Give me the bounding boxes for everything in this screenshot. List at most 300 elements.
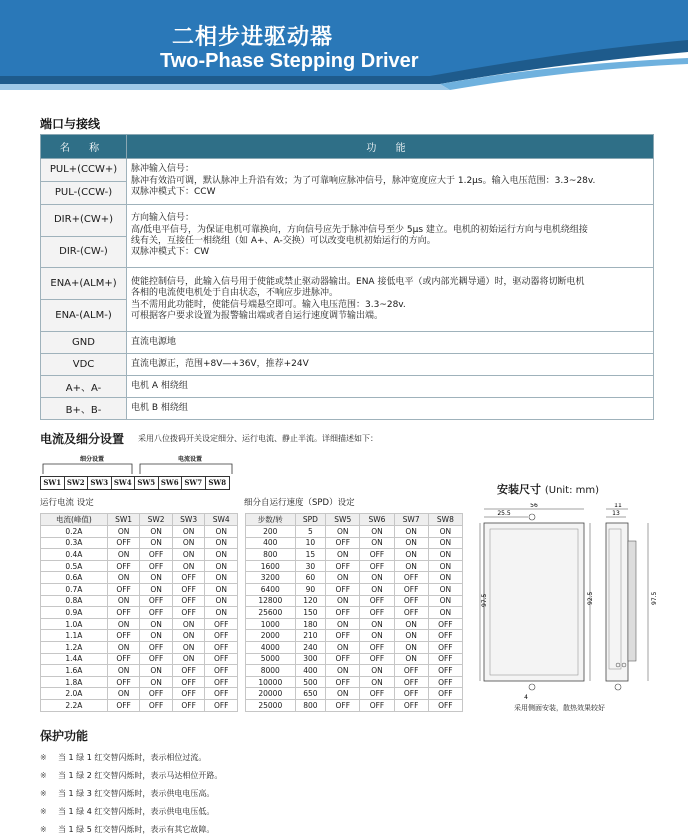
spd-cell: ON [360, 583, 394, 595]
run-cell: 1.1A [41, 630, 108, 642]
run-cell: ON [205, 607, 238, 619]
port-name-cell [41, 398, 127, 420]
port-func-cell [127, 376, 654, 398]
port-name: PUL+(CCW+) [49, 164, 118, 175]
port-func-line: 脉冲有效沿可调，默认脉冲上升沿有效；为了可靠响应脉冲信号，脉冲宽度应大于 1.2μs。输入电压范围：3.3~28v. [131, 175, 596, 186]
run-cell: ON [107, 618, 140, 630]
spd-cell: OFF [428, 665, 462, 677]
dimension-note: 采用侧面安装，散热效果较好 [514, 704, 605, 712]
spd-cell: 6400 [246, 583, 296, 595]
run-cell: OFF [107, 607, 140, 619]
spd-cell: ON [360, 526, 394, 538]
run-cell: ON [205, 595, 238, 607]
port-func-line: 使能控制信号，此输入信号用于使能或禁止驱动器输出。ENA 接低电平（或内部光耦导通）时，驱动器将切断电机 [131, 276, 585, 287]
run-cell: OFF [205, 688, 238, 700]
run-cell: OFF [107, 653, 140, 665]
spd-cell: OFF [326, 560, 360, 572]
spd-cell: 20000 [246, 688, 296, 700]
spd-row [246, 665, 463, 677]
spd-cell: OFF [428, 676, 462, 688]
run-header: SW3 [172, 514, 205, 526]
run-cell: OFF [205, 676, 238, 688]
protection-item [40, 824, 214, 835]
switch-bracket-graphic [40, 452, 240, 478]
port-func-line: 脉冲输入信号： [131, 164, 195, 175]
spd-row [246, 607, 463, 619]
current-note: 采用八位拨码开关设定细分、运行电流、静止半流。详细描述如下： [138, 434, 378, 443]
spd-cell: 90 [295, 583, 326, 595]
protection-item [40, 806, 214, 817]
spd-cell: ON [394, 630, 428, 642]
switch-label: SW8 [208, 478, 227, 487]
run-current-table [40, 513, 238, 712]
spd-row [246, 572, 463, 584]
spd-cell: 30 [295, 560, 326, 572]
spd-cell: 25600 [246, 607, 296, 619]
port-row [41, 205, 654, 268]
protection-text: 当 1 绿 5 红交替闪烁时，表示有其它故障。 [58, 825, 215, 834]
run-row [41, 630, 238, 642]
spd-cell: OFF [360, 549, 394, 561]
run-cell: 0.5A [41, 560, 108, 572]
dip-switch-diagram [40, 452, 240, 492]
dim-label-left: 25.5 [497, 510, 511, 517]
spd-cell: ON [326, 688, 360, 700]
port-func-cell [127, 398, 654, 420]
dim-label-height-left: 97.5 [481, 593, 488, 607]
run-row [41, 641, 238, 653]
spd-header: SW5 [326, 514, 360, 526]
run-current-caption: 运行电流 设定 [40, 498, 94, 508]
port-name: DIR+(CW+) [53, 214, 114, 225]
spd-cell: 240 [295, 641, 326, 653]
port-name: DIR-(CW-) [41, 236, 126, 268]
run-cell: ON [140, 572, 173, 584]
spd-cell: OFF [428, 618, 462, 630]
run-cell: OFF [205, 665, 238, 677]
run-cell: OFF [172, 665, 205, 677]
run-cell: ON [107, 595, 140, 607]
spd-cell: OFF [360, 688, 394, 700]
spd-cell: ON [394, 526, 428, 538]
port-name-cell [41, 332, 127, 354]
run-cell: OFF [107, 537, 140, 549]
port-func-line: 直流电源正，范围+8V—+36V，推荐+24V [131, 358, 309, 369]
ports-section-title: 端口与接线 [40, 117, 101, 131]
dim-label-side-height: 97.5 [651, 591, 658, 605]
spd-cell: OFF [428, 630, 462, 642]
protection-mark: ※ [40, 807, 47, 816]
spd-caption: 细分自运行速度（SPD）设定 [244, 498, 355, 508]
run-cell: ON [107, 688, 140, 700]
run-cell: 0.2A [41, 526, 108, 538]
run-cell: OFF [140, 688, 173, 700]
spd-cell: 1600 [246, 560, 296, 572]
spd-table [245, 513, 463, 712]
spd-cell: OFF [394, 583, 428, 595]
port-name: A+、A- [65, 383, 102, 394]
run-cell: 0.3A [41, 537, 108, 549]
spd-cell: 60 [295, 572, 326, 584]
run-cell: OFF [172, 699, 205, 711]
protection-mark: ※ [40, 771, 47, 780]
spd-cell: 150 [295, 607, 326, 619]
run-cell: OFF [107, 560, 140, 572]
spd-cell: OFF [326, 676, 360, 688]
spd-cell: OFF [394, 676, 428, 688]
spd-cell: ON [326, 572, 360, 584]
dim-label-side-width: 11 [614, 503, 622, 509]
run-cell: 0.6A [41, 572, 108, 584]
spd-cell: ON [326, 665, 360, 677]
spd-cell: ON [394, 549, 428, 561]
protection-text: 当 1 绿 4 红交替闪烁时，表示供电电压低。 [58, 807, 215, 816]
run-cell: ON [205, 572, 238, 584]
run-cell: OFF [140, 699, 173, 711]
run-header: SW4 [205, 514, 238, 526]
spd-cell: 5000 [246, 653, 296, 665]
spd-cell: 2000 [246, 630, 296, 642]
spd-cell: OFF [394, 688, 428, 700]
run-cell: OFF [172, 583, 205, 595]
switch-labels-row [40, 476, 230, 490]
run-row [41, 699, 238, 711]
run-cell: ON [172, 630, 205, 642]
run-cell: ON [172, 549, 205, 561]
spd-row [246, 688, 463, 700]
header-banner [0, 0, 688, 95]
run-cell: OFF [172, 688, 205, 700]
run-cell: ON [140, 618, 173, 630]
port-func-cell [127, 159, 654, 205]
spd-cell: OFF [360, 595, 394, 607]
switch-label: SW2 [65, 477, 89, 489]
run-cell: ON [107, 526, 140, 538]
run-cell: OFF [140, 560, 173, 572]
ports-table [40, 134, 654, 420]
spd-cell: OFF [360, 607, 394, 619]
spd-cell: 3200 [246, 572, 296, 584]
run-row [41, 618, 238, 630]
run-row [41, 549, 238, 561]
spd-row [246, 699, 463, 711]
run-cell: OFF [172, 676, 205, 688]
spd-cell: ON [360, 572, 394, 584]
port-name: PUL-(CCW-) [41, 181, 126, 204]
spd-cell: 4000 [246, 641, 296, 653]
spd-header: SW8 [428, 514, 462, 526]
spd-cell: ON [360, 618, 394, 630]
port-name-cell [41, 354, 127, 376]
spd-cell: ON [360, 537, 394, 549]
run-cell: 2.2A [41, 699, 108, 711]
run-cell: OFF [107, 699, 140, 711]
spd-cell: ON [428, 595, 462, 607]
run-cell: ON [172, 653, 205, 665]
port-func-line: 线有关，互接任一相绕组（如 A+、A-交换）可以改变电机初始运行的方向。 [131, 236, 436, 246]
spd-cell: 500 [295, 676, 326, 688]
dim-label-bottom: 4 [524, 694, 528, 701]
run-cell: OFF [205, 641, 238, 653]
spd-cell: ON [326, 526, 360, 538]
spd-header: SW6 [360, 514, 394, 526]
spd-cell: ON [428, 549, 462, 561]
run-cell: ON [172, 560, 205, 572]
spd-cell: OFF [360, 560, 394, 572]
run-header: 电流(峰值) [41, 514, 108, 526]
spd-cell: ON [360, 676, 394, 688]
spd-cell: OFF [428, 699, 462, 711]
spd-cell: 120 [295, 595, 326, 607]
spd-cell: OFF [360, 699, 394, 711]
port-func-line: 电机 B 相绕组 [131, 402, 188, 413]
run-cell: ON [205, 526, 238, 538]
spd-cell: ON [428, 537, 462, 549]
port-func-line: 电机 A 相绕组 [131, 380, 188, 391]
protection-text: 当 1 绿 1 红交替闪烁时，表示相位过流。 [58, 753, 207, 762]
run-cell: ON [205, 537, 238, 549]
spd-row [246, 595, 463, 607]
spd-cell: OFF [326, 583, 360, 595]
spd-cell: ON [428, 572, 462, 584]
dimension-title-text: 安装尺寸 [497, 483, 541, 496]
run-row [41, 665, 238, 677]
spd-cell: 5 [295, 526, 326, 538]
spd-header: SPD [295, 514, 326, 526]
spd-cell: ON [394, 618, 428, 630]
port-name-cell [41, 205, 127, 268]
port-func-line: 可根据客户要求设置为报警输出端或者自运行速度调节输出端。 [131, 310, 384, 321]
switch-label: SW7 [182, 477, 206, 489]
spd-cell: OFF [428, 653, 462, 665]
spd-cell: ON [394, 560, 428, 572]
spd-cell: OFF [394, 607, 428, 619]
protection-mark: ※ [40, 753, 47, 762]
run-row [41, 560, 238, 572]
spd-row [246, 653, 463, 665]
run-row [41, 572, 238, 584]
dimension-unit: (Unit: mm) [544, 485, 600, 496]
run-cell: OFF [107, 630, 140, 642]
spd-cell: OFF [428, 641, 462, 653]
spd-cell: 12800 [246, 595, 296, 607]
run-cell: OFF [140, 607, 173, 619]
port-func-line: 方向输入信号： [131, 213, 195, 224]
spd-row [246, 560, 463, 572]
run-cell: OFF [172, 607, 205, 619]
spd-cell: OFF [394, 572, 428, 584]
port-name-cell [41, 268, 127, 332]
spd-row [246, 549, 463, 561]
run-cell: OFF [107, 583, 140, 595]
run-row [41, 583, 238, 595]
spd-cell: ON [360, 665, 394, 677]
run-row [41, 653, 238, 665]
run-cell: OFF [140, 595, 173, 607]
run-cell: 1.4A [41, 653, 108, 665]
protection-section-title: 保护功能 [40, 729, 89, 743]
spd-row [246, 526, 463, 538]
spd-cell: ON [428, 607, 462, 619]
run-cell: OFF [205, 699, 238, 711]
port-row [41, 398, 654, 420]
spd-cell: OFF [326, 653, 360, 665]
run-cell: ON [140, 665, 173, 677]
spd-cell: ON [326, 618, 360, 630]
run-cell: ON [140, 583, 173, 595]
spd-row [246, 618, 463, 630]
spd-cell: ON [428, 583, 462, 595]
run-cell: ON [172, 641, 205, 653]
port-name: B+、B- [65, 405, 102, 416]
port-name: GND [72, 337, 95, 348]
spd-cell: 8000 [246, 665, 296, 677]
run-cell: OFF [140, 653, 173, 665]
spd-cell: ON [326, 595, 360, 607]
spd-cell: 400 [246, 537, 296, 549]
spd-cell: ON [326, 641, 360, 653]
spd-cell: OFF [394, 595, 428, 607]
spd-cell: 210 [295, 630, 326, 642]
port-func-line: 各相的电流使电机处于自由状态，不响应步进脉冲。 [131, 288, 339, 299]
spd-row [246, 583, 463, 595]
dimension-title [497, 481, 599, 497]
run-cell: OFF [107, 676, 140, 688]
run-cell: ON [205, 549, 238, 561]
run-cell: ON [205, 583, 238, 595]
spd-cell: 300 [295, 653, 326, 665]
run-cell: ON [107, 665, 140, 677]
spd-cell: ON [428, 560, 462, 572]
spd-cell: OFF [326, 630, 360, 642]
spd-cell: ON [394, 641, 428, 653]
header-title-zh: 二相步进驱动器 [172, 25, 334, 50]
run-cell: ON [140, 630, 173, 642]
run-cell: OFF [172, 572, 205, 584]
port-name: ENA+(ALM+) [50, 278, 117, 289]
spd-cell: 800 [246, 549, 296, 561]
spd-cell: ON [326, 549, 360, 561]
run-cell: ON [107, 572, 140, 584]
spd-cell: 200 [246, 526, 296, 538]
run-cell: OFF [140, 549, 173, 561]
protection-item [40, 752, 206, 763]
protection-text: 当 1 绿 2 红交替闪烁时，表示马达相位开路。 [58, 771, 223, 780]
spd-cell: 1000 [246, 618, 296, 630]
spd-cell: ON [394, 537, 428, 549]
switch-group-left-label: 细分设置 [80, 456, 105, 463]
spd-cell: OFF [360, 641, 394, 653]
run-cell: 1.8A [41, 676, 108, 688]
run-cell: 1.0A [41, 618, 108, 630]
port-name: VDC [72, 359, 95, 370]
run-row [41, 537, 238, 549]
run-cell: OFF [205, 618, 238, 630]
port-func-line: 高/低电平信号，为保证电机可靠换向，方向信号应先于脉冲信号至少 5μs 建立。电机的初始运行方向与电机绕组接 [131, 224, 588, 235]
spd-cell: 400 [295, 665, 326, 677]
current-section-title: 电流及细分设置 [40, 432, 125, 446]
run-row [41, 595, 238, 607]
protection-item [40, 788, 214, 799]
run-cell: ON [205, 560, 238, 572]
header-wave-graphic [0, 0, 688, 95]
switch-label: SW3 [88, 477, 112, 489]
run-row [41, 526, 238, 538]
switch-label: SW4 [112, 477, 136, 489]
spd-cell: 650 [295, 688, 326, 700]
port-name: ENA-(ALM-) [41, 299, 126, 331]
run-cell: 0.7A [41, 583, 108, 595]
spd-header: SW7 [394, 514, 428, 526]
dim-label-side-top: 13 [612, 510, 620, 517]
run-cell: 2.0A [41, 688, 108, 700]
port-func-line: 直流电源地 [131, 336, 177, 347]
port-func-cell [127, 332, 654, 354]
spd-cell: OFF [326, 699, 360, 711]
run-cell: ON [107, 549, 140, 561]
protection-item [40, 770, 222, 781]
run-cell: OFF [205, 630, 238, 642]
run-cell: OFF [205, 653, 238, 665]
ports-col-name: 名 称 [41, 135, 127, 159]
port-row [41, 268, 654, 332]
protection-mark: ※ [40, 789, 47, 798]
run-cell: 1.6A [41, 665, 108, 677]
switch-label: SW6 [159, 477, 183, 489]
port-name-cell [41, 376, 127, 398]
spd-cell: 800 [295, 699, 326, 711]
port-func-line: 双脉冲模式下：CW [131, 247, 210, 258]
spd-cell: OFF [394, 699, 428, 711]
run-row [41, 688, 238, 700]
dim-label-height-inner: 92.5 [587, 591, 594, 605]
run-row [41, 676, 238, 688]
port-func-cell [127, 268, 654, 332]
switch-group-right-label: 电流设置 [178, 456, 203, 463]
spd-row [246, 641, 463, 653]
port-row [41, 159, 654, 205]
port-func-cell [127, 354, 654, 376]
run-cell: 0.4A [41, 549, 108, 561]
spd-cell: OFF [428, 688, 462, 700]
switch-label: SW5 [135, 477, 159, 489]
run-cell: ON [140, 526, 173, 538]
run-cell: ON [172, 526, 205, 538]
port-name-cell [41, 159, 127, 205]
port-row [41, 376, 654, 398]
spd-cell: OFF [326, 537, 360, 549]
spd-cell: 25000 [246, 699, 296, 711]
run-cell: ON [140, 676, 173, 688]
dimension-drawing [478, 503, 668, 703]
run-cell: ON [172, 618, 205, 630]
switch-label: SW1 [41, 477, 65, 489]
spd-cell: 10000 [246, 676, 296, 688]
run-cell: 1.2A [41, 641, 108, 653]
run-cell: ON [107, 641, 140, 653]
run-cell: OFF [140, 641, 173, 653]
protection-text: 当 1 绿 3 红交替闪烁时，表示供电电压高。 [58, 789, 215, 798]
run-cell: OFF [172, 595, 205, 607]
protection-mark: ※ [40, 825, 47, 834]
spd-cell: ON [428, 526, 462, 538]
run-header: SW2 [140, 514, 173, 526]
spd-cell: OFF [394, 665, 428, 677]
spd-cell: 10 [295, 537, 326, 549]
spd-row [246, 537, 463, 549]
spd-cell: ON [394, 653, 428, 665]
port-func-cell [127, 205, 654, 268]
